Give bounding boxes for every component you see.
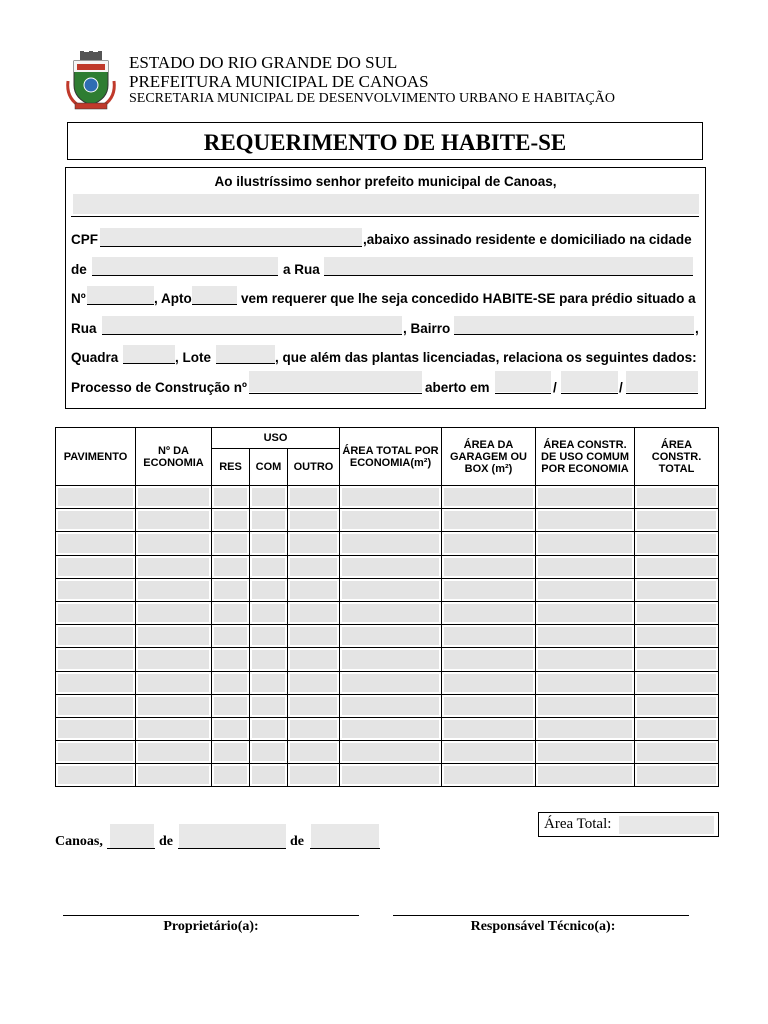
- technician-signature-line: [393, 915, 689, 916]
- area-total-box: [538, 812, 719, 837]
- cell-area-constr-total[interactable]: [635, 601, 719, 624]
- date-de-2: de: [290, 834, 304, 849]
- cell-pavimento[interactable]: [56, 555, 136, 578]
- cell-com[interactable]: [250, 717, 288, 740]
- cell-area-total[interactable]: [340, 648, 442, 671]
- date-de-1: de: [159, 834, 173, 849]
- cell-res[interactable]: [212, 625, 250, 648]
- cell-area-total[interactable]: [340, 671, 442, 694]
- cell-area-garagem[interactable]: [442, 717, 536, 740]
- table-row: [56, 648, 719, 671]
- table-row: [56, 578, 719, 601]
- table-row: [56, 555, 719, 578]
- cell-area-constr-total[interactable]: [635, 532, 719, 555]
- numero-field[interactable]: [87, 286, 154, 305]
- cell-area-total[interactable]: [340, 578, 442, 601]
- cell-area-uso-comum[interactable]: [536, 532, 635, 555]
- header-area-garagem: ÁREA DA GARAGEM OU BOX (m²): [442, 428, 536, 486]
- cell-outro[interactable]: [288, 532, 340, 555]
- aberto-month-field[interactable]: [561, 371, 618, 392]
- cell-area-garagem[interactable]: [442, 694, 536, 717]
- bairro-comma: ,: [695, 321, 699, 336]
- header-state: ESTADO DO RIO GRANDE DO SUL: [129, 53, 398, 72]
- cell-area-uso-comum[interactable]: [536, 694, 635, 717]
- cell-outro[interactable]: [288, 625, 340, 648]
- cell-com[interactable]: [250, 555, 288, 578]
- quadra-underline: [123, 363, 175, 364]
- cell-area-constr-total[interactable]: [635, 717, 719, 740]
- numero-label: Nº: [71, 291, 86, 306]
- request-section: [65, 167, 706, 409]
- cell-com[interactable]: [250, 741, 288, 764]
- cpf-suffix: ,abaixo assinado residente e domiciliado na cidade: [363, 232, 692, 247]
- cell-area-garagem[interactable]: [442, 486, 536, 509]
- relaciona-text: , que além das plantas licenciadas, relaciona os seguintes dados:: [275, 350, 697, 365]
- cell-area-total[interactable]: [340, 741, 442, 764]
- date-slash: /: [553, 380, 557, 395]
- aberto-year-field[interactable]: [626, 371, 698, 392]
- cell-area-uso-comum[interactable]: [536, 648, 635, 671]
- cell-n-economia[interactable]: [136, 486, 212, 509]
- cell-com[interactable]: [250, 625, 288, 648]
- cell-pavimento[interactable]: [56, 625, 136, 648]
- aberto-day-field[interactable]: [495, 371, 551, 392]
- cell-area-constr-total[interactable]: [635, 625, 719, 648]
- cell-n-economia[interactable]: [136, 694, 212, 717]
- date-day-field[interactable]: [110, 824, 154, 848]
- apto-underline: [192, 304, 237, 305]
- cell-area-garagem[interactable]: [442, 601, 536, 624]
- cell-pavimento[interactable]: [56, 694, 136, 717]
- lote-field[interactable]: [216, 345, 275, 364]
- header-area-constr-total: ÁREA CONSTR. TOTAL: [635, 428, 719, 486]
- cell-n-economia[interactable]: [136, 764, 212, 787]
- header-secretaria: SECRETARIA MUNICIPAL DE DESENVOLVIMENTO URBANO E HABITAÇÃO: [129, 91, 615, 106]
- rua-building-label: Rua: [71, 321, 97, 336]
- cell-outro[interactable]: [288, 694, 340, 717]
- lote-label: , Lote: [175, 350, 211, 365]
- cell-outro[interactable]: [288, 578, 340, 601]
- cell-n-economia[interactable]: [136, 578, 212, 601]
- cell-area-garagem[interactable]: [442, 509, 536, 532]
- cell-pavimento[interactable]: [56, 717, 136, 740]
- header-area-uso-comum: ÁREA CONSTR. DE USO COMUM POR ECONOMIA: [536, 428, 635, 486]
- cell-area-total[interactable]: [340, 509, 442, 532]
- date-year-field[interactable]: [311, 824, 379, 848]
- rua-residence-field[interactable]: [324, 257, 693, 276]
- cell-res[interactable]: [212, 486, 250, 509]
- aberto-month-underline: [561, 393, 618, 394]
- cell-res[interactable]: [212, 601, 250, 624]
- table-row: [56, 717, 719, 740]
- cell-area-garagem[interactable]: [442, 741, 536, 764]
- economia-table: [55, 427, 719, 787]
- cell-area-total[interactable]: [340, 717, 442, 740]
- cell-pavimento[interactable]: [56, 648, 136, 671]
- cell-area-uso-comum[interactable]: [536, 671, 635, 694]
- cell-com[interactable]: [250, 648, 288, 671]
- date-city: Canoas,: [55, 834, 103, 849]
- processo-label: Processo de Construção nº: [71, 380, 247, 395]
- apto-field[interactable]: [192, 286, 237, 305]
- cell-area-total[interactable]: [340, 625, 442, 648]
- cell-pavimento[interactable]: [56, 671, 136, 694]
- apto-label: , Apto: [154, 291, 192, 306]
- cell-outro[interactable]: [288, 717, 340, 740]
- header-pavimento: PAVIMENTO: [56, 428, 136, 486]
- requer-text: vem requerer que lhe seja concedido HABITE-SE para prédio situado a: [241, 291, 696, 306]
- cell-n-economia[interactable]: [136, 509, 212, 532]
- header-com: COM: [250, 449, 288, 486]
- cell-area-constr-total[interactable]: [635, 694, 719, 717]
- cell-area-garagem[interactable]: [442, 578, 536, 601]
- cell-area-garagem[interactable]: [442, 555, 536, 578]
- cpf-underline: [100, 246, 362, 247]
- cell-area-uso-comum[interactable]: [536, 578, 635, 601]
- date-day-underline: [107, 848, 155, 849]
- cell-n-economia[interactable]: [136, 532, 212, 555]
- area-total-field[interactable]: [619, 816, 714, 834]
- numero-underline: [87, 304, 154, 305]
- cell-area-constr-total[interactable]: [635, 648, 719, 671]
- cell-area-uso-comum[interactable]: [536, 486, 635, 509]
- cell-area-constr-total[interactable]: [635, 671, 719, 694]
- cell-com[interactable]: [250, 671, 288, 694]
- cell-res[interactable]: [212, 741, 250, 764]
- cidade-underline: [92, 275, 278, 276]
- processo-underline: [249, 393, 422, 394]
- bairro-underline: [454, 334, 694, 335]
- cell-n-economia[interactable]: [136, 717, 212, 740]
- cell-area-total[interactable]: [340, 486, 442, 509]
- addressee-name-field[interactable]: [73, 194, 699, 214]
- quadra-field[interactable]: [123, 345, 175, 364]
- cell-n-economia[interactable]: [136, 555, 212, 578]
- cell-com[interactable]: [250, 532, 288, 555]
- date-year-underline: [310, 848, 380, 849]
- cell-n-economia[interactable]: [136, 648, 212, 671]
- table-row: [56, 741, 719, 764]
- cell-area-constr-total[interactable]: [635, 578, 719, 601]
- table-body: [56, 486, 719, 787]
- cell-area-constr-total[interactable]: [635, 764, 719, 787]
- cell-area-constr-total[interactable]: [635, 741, 719, 764]
- cell-com[interactable]: [250, 601, 288, 624]
- technician-signature-label: Responsável Técnico(a):: [470, 919, 616, 934]
- cell-area-constr-total[interactable]: [635, 555, 719, 578]
- cell-outro[interactable]: [288, 509, 340, 532]
- title-box: [67, 122, 703, 160]
- aberto-label: aberto em: [425, 380, 490, 395]
- cell-area-total[interactable]: [340, 555, 442, 578]
- cell-res[interactable]: [212, 694, 250, 717]
- cell-outro[interactable]: [288, 764, 340, 787]
- cidade-field[interactable]: [92, 257, 278, 276]
- cell-n-economia[interactable]: [136, 625, 212, 648]
- date-month-field[interactable]: [179, 824, 286, 848]
- area-total-label: Área Total:: [544, 816, 612, 832]
- header-outro: OUTRO: [288, 449, 340, 486]
- cell-pavimento[interactable]: [56, 509, 136, 532]
- cell-pavimento[interactable]: [56, 486, 136, 509]
- cell-area-constr-total[interactable]: [635, 509, 719, 532]
- rua-building-underline: [102, 334, 402, 335]
- lote-underline: [216, 363, 275, 364]
- cell-res[interactable]: [212, 532, 250, 555]
- cell-area-uso-comum[interactable]: [536, 717, 635, 740]
- header-prefeitura: PREFEITURA MUNICIPAL DE CANOAS: [129, 72, 429, 91]
- date-month-underline: [178, 848, 286, 849]
- cell-area-constr-total[interactable]: [635, 486, 719, 509]
- cell-area-uso-comum[interactable]: [536, 625, 635, 648]
- table-row: [56, 486, 719, 509]
- cell-area-uso-comum[interactable]: [536, 741, 635, 764]
- cell-n-economia[interactable]: [136, 601, 212, 624]
- cell-area-total[interactable]: [340, 764, 442, 787]
- table-row: [56, 671, 719, 694]
- cidade-label: de: [71, 262, 87, 277]
- salutation: Ao ilustríssimo senhor prefeito municipal de Canoas,: [214, 174, 557, 189]
- rua-label: a Rua: [283, 262, 320, 277]
- cell-com[interactable]: [250, 694, 288, 717]
- bairro-label: , Bairro: [403, 321, 451, 336]
- cell-area-total[interactable]: [340, 694, 442, 717]
- owner-signature-line: [63, 915, 359, 916]
- cell-area-garagem[interactable]: [442, 764, 536, 787]
- cell-outro[interactable]: [288, 648, 340, 671]
- owner-signature-label: Proprietário(a):: [163, 919, 259, 934]
- cell-res[interactable]: [212, 717, 250, 740]
- cell-outro[interactable]: [288, 601, 340, 624]
- header-n-economia: Nº DA ECONOMIA: [136, 428, 212, 486]
- cell-area-garagem[interactable]: [442, 648, 536, 671]
- table-row: [56, 694, 719, 717]
- cell-outro[interactable]: [288, 555, 340, 578]
- divider-line: [71, 216, 699, 217]
- cell-n-economia[interactable]: [136, 741, 212, 764]
- date-slash: /: [619, 380, 623, 395]
- cell-area-uso-comum[interactable]: [536, 601, 635, 624]
- table-row: [56, 532, 719, 555]
- quadra-label: Quadra: [71, 350, 119, 365]
- cell-pavimento[interactable]: [56, 532, 136, 555]
- table-row: [56, 509, 719, 532]
- cell-n-economia[interactable]: [136, 671, 212, 694]
- cell-pavimento[interactable]: [56, 764, 136, 787]
- table-row: [56, 625, 719, 648]
- cell-area-uso-comum[interactable]: [536, 555, 635, 578]
- cell-outro[interactable]: [288, 741, 340, 764]
- cell-com[interactable]: [250, 578, 288, 601]
- aberto-day-underline: [495, 393, 551, 394]
- cell-area-garagem[interactable]: [442, 532, 536, 555]
- cell-area-total[interactable]: [340, 532, 442, 555]
- cell-res[interactable]: [212, 555, 250, 578]
- municipal-coat-of-arms-icon: [64, 51, 118, 111]
- cell-com[interactable]: [250, 764, 288, 787]
- aberto-year-underline: [626, 393, 698, 394]
- header-res: RES: [212, 449, 250, 486]
- table-row: [56, 764, 719, 787]
- rua-building-field[interactable]: [102, 316, 402, 335]
- rua-underline: [324, 275, 693, 276]
- cell-area-total[interactable]: [340, 601, 442, 624]
- cell-res[interactable]: [212, 764, 250, 787]
- table-row: [56, 601, 719, 624]
- cell-outro[interactable]: [288, 671, 340, 694]
- header-uso: USO: [212, 428, 340, 449]
- page-title: REQUERIMENTO DE HABITE-SE: [203, 130, 567, 155]
- bairro-field[interactable]: [454, 316, 694, 335]
- cell-pavimento[interactable]: [56, 601, 136, 624]
- cell-outro[interactable]: [288, 486, 340, 509]
- cpf-label: CPF: [71, 232, 98, 247]
- cell-area-garagem[interactable]: [442, 671, 536, 694]
- cell-res[interactable]: [212, 671, 250, 694]
- cell-res[interactable]: [212, 578, 250, 601]
- cell-area-uso-comum[interactable]: [536, 509, 635, 532]
- header-area-total: ÁREA TOTAL POR ECONOMIA(m²): [340, 428, 442, 486]
- cell-area-uso-comum[interactable]: [536, 764, 635, 787]
- cell-res[interactable]: [212, 648, 250, 671]
- cell-area-garagem[interactable]: [442, 625, 536, 648]
- cell-res[interactable]: [212, 509, 250, 532]
- processo-field[interactable]: [249, 371, 422, 392]
- cell-com[interactable]: [250, 509, 288, 532]
- cell-com[interactable]: [250, 486, 288, 509]
- cell-pavimento[interactable]: [56, 741, 136, 764]
- cpf-field[interactable]: [100, 228, 362, 247]
- cell-pavimento[interactable]: [56, 578, 136, 601]
